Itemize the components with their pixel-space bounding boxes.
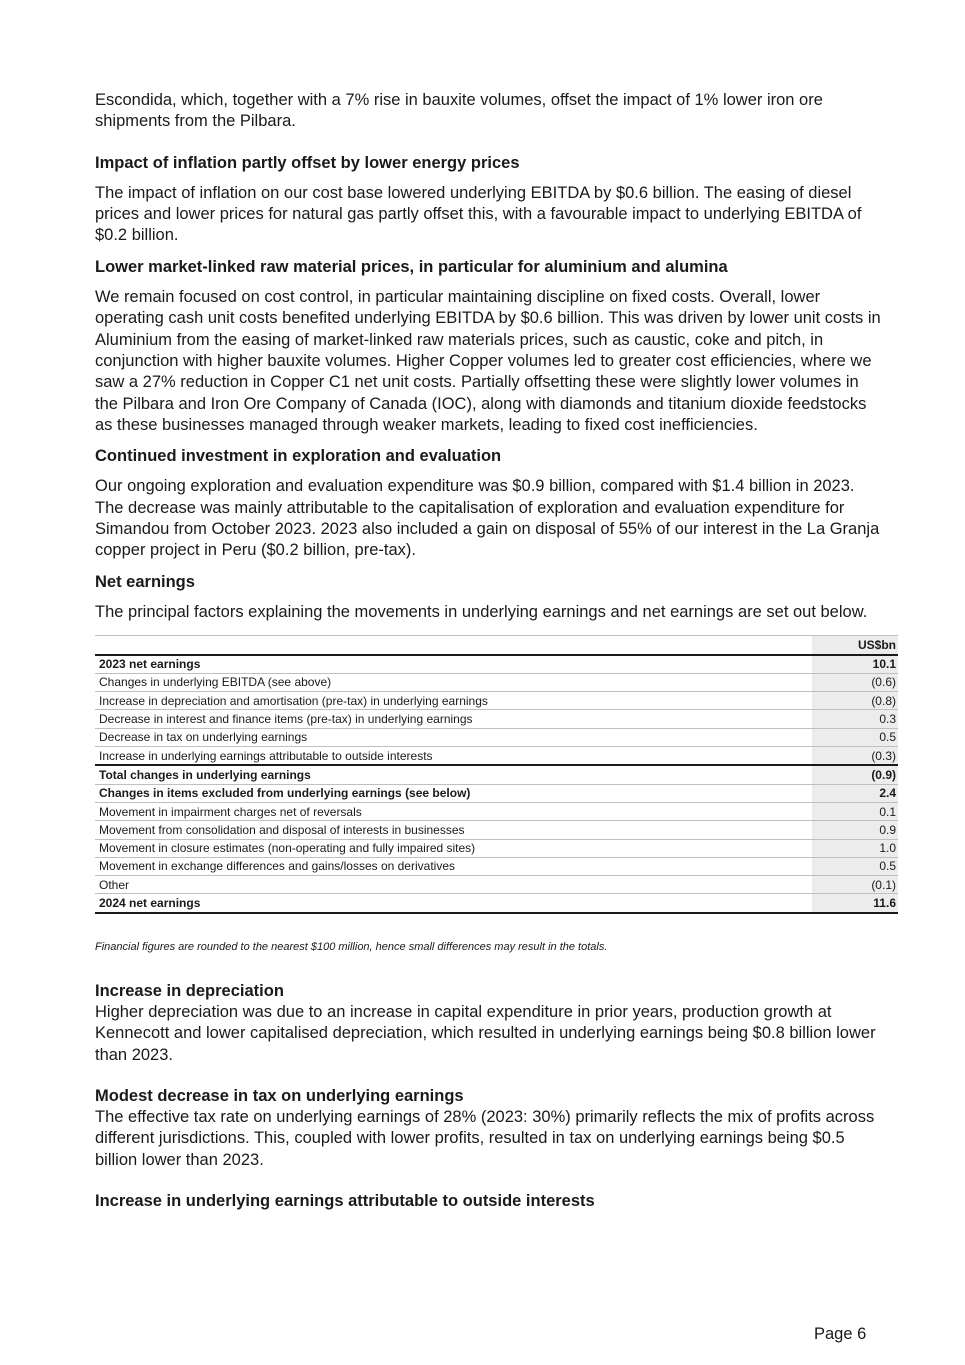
row-label: 2024 net earnings — [95, 894, 812, 913]
row-value: (0.3) — [812, 747, 898, 766]
heading-raw-material-prices: Lower market-linked raw material prices, in particular for aluminium and alumina — [95, 257, 728, 276]
row-label: Decrease in interest and finance items (pre-tax) in underlying earnings — [95, 710, 812, 728]
table-unit-header: US$bn — [812, 636, 898, 655]
intro-paragraph: Escondida, which, together with a 7% rise in bauxite volumes, offset the impact of 1% lower iron ore shipments from the Pilbara. — [95, 91, 823, 131]
page-number: Page 6 — [814, 1325, 867, 1343]
table-row — [95, 765, 898, 784]
table-row — [95, 857, 898, 875]
row-label: Increase in underlying earnings attributable to outside interests — [95, 747, 812, 766]
row-label: Increase in depreciation and amortisation (pre-tax) in underlying earnings — [95, 692, 812, 710]
heading-exploration: Continued investment in exploration and evaluation — [95, 447, 502, 466]
heading-net-earnings: Net earnings — [95, 572, 195, 591]
row-value: (0.6) — [812, 673, 898, 691]
paragraph-exploration: Our ongoing exploration and evaluation expenditure was $0.9 billion, compared with $1.4 billion in 2023. The decrease was mainly attributable to the capitalisation of exploration and evaluation expenditure for Simandou from October 2023. 2023 also included a gain on disposal of 55% of our interest in the La Granja copper project in Peru ($0.2 billion, pre-tax). — [95, 477, 880, 560]
row-label: Changes in underlying EBITDA (see above) — [95, 673, 812, 691]
row-value: 0.9 — [812, 821, 898, 839]
row-label: Movement in closure estimates (non-operating and fully impaired sites) — [95, 839, 812, 857]
table-row — [95, 894, 898, 913]
table-header-label — [95, 636, 812, 655]
row-label: Decrease in tax on underlying earnings — [95, 728, 812, 746]
row-label: Other — [95, 876, 812, 894]
table-row — [95, 655, 898, 674]
paragraph-depreciation: Higher depreciation was due to an increase in capital expenditure in prior years, production growth at Kennecott and lower capitalised depreciation, which resulted in underlying earnings being $0.8 billion lower than 2023. — [95, 1002, 876, 1064]
row-label: Movement in impairment charges net of reversals — [95, 802, 812, 820]
table-row — [95, 784, 898, 802]
heading-depreciation: Increase in depreciation — [95, 981, 284, 1000]
table-row — [95, 876, 898, 894]
heading-outside-interests: Increase in underlying earnings attributable to outside interests — [95, 1192, 595, 1211]
row-label: Movement in exchange differences and gains/losses on derivatives — [95, 857, 812, 875]
row-label: 2023 net earnings — [95, 655, 812, 674]
table-row — [95, 802, 898, 820]
heading-tax: Modest decrease in tax on underlying earnings — [95, 1086, 464, 1105]
row-value: 10.1 — [812, 655, 898, 674]
row-value: 0.5 — [812, 728, 898, 746]
row-label: Total changes in underlying earnings — [95, 765, 812, 784]
paragraph-tax: The effective tax rate on underlying earnings of 28% (2023: 30%) primarily reflects the mix of profits across different jurisdictions. This, coupled with lower profits, resulted in tax on underlying earnings being $0.5 billion lower than 2023. — [95, 1108, 875, 1169]
row-value: 0.3 — [812, 710, 898, 728]
heading-inflation: Impact of inflation partly offset by lower energy prices — [95, 153, 520, 172]
row-value: 0.5 — [812, 857, 898, 875]
net-earnings-table — [95, 635, 898, 913]
table-row — [95, 673, 898, 691]
table-row — [95, 839, 898, 857]
paragraph-net-earnings: The principal factors explaining the movements in underlying earnings and net earnings are set out below. — [95, 602, 868, 621]
table-row — [95, 728, 898, 746]
table-header-row — [95, 636, 898, 655]
table-footnote: Financial figures are rounded to the nearest $100 million, hence small differences may result in the totals. — [95, 940, 608, 953]
row-value: 1.0 — [812, 839, 898, 857]
row-value: (0.1) — [812, 876, 898, 894]
table-row — [95, 692, 898, 710]
row-value: 11.6 — [812, 894, 898, 913]
row-value: (0.9) — [812, 765, 898, 784]
table-row — [95, 821, 898, 839]
table-row — [95, 747, 898, 766]
paragraph-raw-material-prices: We remain focused on cost control, in particular maintaining discipline on fixed costs. Overall, lower operating cash unit costs benefited underlying EBITDA by $0.6 billion. This was driven by lower unit costs in Aluminium from the easing of market-linked raw materials prices, such as caustic, coke and pitch, in conjunction with higher bauxite volumes. Higher Copper volumes led to greater cost efficiencies, where we saw a 27% reduction in Copper C1 net unit costs. Partially offsetting these were slightly lower volumes in the Pilbara and Iron Ore Company of Canada (IOC), along with diamonds and titanium dioxide feedstocks as these businesses managed through weaker markets, leading to fixed cost inefficiencies. — [95, 288, 881, 434]
document-page — [95, 90, 896, 1212]
row-value: 2.4 — [812, 784, 898, 802]
table-row — [95, 710, 898, 728]
row-label: Changes in items excluded from underlying earnings (see below) — [95, 784, 812, 802]
row-label: Movement from consolidation and disposal of interests in businesses — [95, 821, 812, 839]
row-value: (0.8) — [812, 692, 898, 710]
paragraph-inflation: The impact of inflation on our cost base lowered underlying EBITDA by $0.6 billion. The easing of diesel prices and lower prices for natural gas partly offset this, with a favourable impact to underlying EBITDA of $0.2 billion. — [95, 183, 862, 245]
row-value: 0.1 — [812, 802, 898, 820]
